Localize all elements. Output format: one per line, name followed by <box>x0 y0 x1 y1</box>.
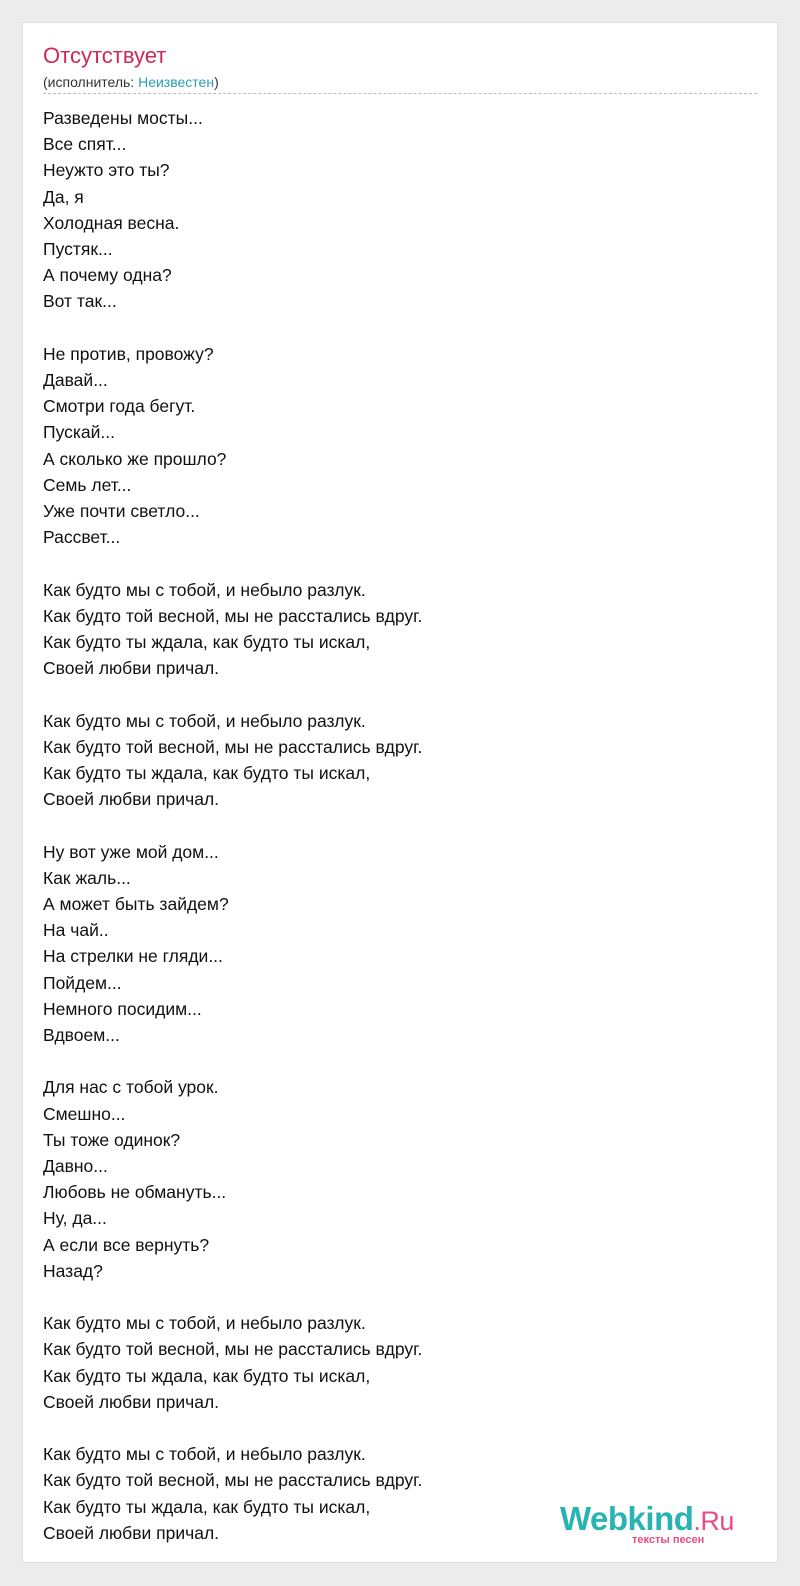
lyrics-line: Как жаль... <box>43 867 131 888</box>
lyrics-line: Вот так... <box>43 291 117 312</box>
lyrics-line: Как будто ты ждала, как будто ты искал, <box>43 1365 371 1386</box>
lyrics-line: Немного посидим... <box>43 998 202 1019</box>
lyrics-line: Рассвет... <box>43 527 121 548</box>
logo-name: Webkind <box>560 1500 694 1537</box>
lyrics-line: Не против, провожу? <box>43 343 214 364</box>
lyrics-stanza <box>43 708 422 813</box>
artist-suffix: ) <box>214 74 219 90</box>
lyrics-line: Вдвоем... <box>43 1025 120 1046</box>
lyrics-line: Разведены мосты... <box>43 108 203 128</box>
lyrics-card <box>22 22 778 1563</box>
logo-tld: .Ru <box>693 1506 734 1536</box>
lyrics-stanza <box>43 1074 422 1284</box>
lyrics-line: Как будто той весной, мы не расстались вдруг. <box>43 1470 423 1491</box>
lyrics-line: Ты тоже одинок? <box>43 1129 181 1150</box>
lyrics-line: Своей любви причал. <box>43 789 220 810</box>
lyrics-line: Пускай... <box>43 422 116 443</box>
lyrics-line: Давай... <box>43 370 108 391</box>
lyrics-line: На чай.. <box>43 920 109 941</box>
lyrics-line: Семь лет... <box>43 474 132 495</box>
lyrics-stanza <box>43 1310 422 1415</box>
lyrics-line: Как будто той весной, мы не расстались вдруг. <box>43 736 423 757</box>
lyrics-line: Смешно... <box>43 1103 126 1124</box>
lyrics-line: Уже почти светло... <box>43 501 200 522</box>
lyrics-line: Холодная весна. <box>43 212 180 233</box>
lyrics-line: А сколько же прошло? <box>43 448 227 469</box>
divider <box>43 93 757 94</box>
lyrics-stanza <box>43 105 422 315</box>
lyrics-line: Своей любви причал. <box>43 1391 220 1412</box>
artist-link[interactable]: Неизвестен <box>138 74 215 90</box>
lyrics-line: Неужто это ты? <box>43 160 170 181</box>
lyrics-line: Как будто той весной, мы не расстались вдруг. <box>43 605 423 626</box>
lyrics-line: Как будто ты ждала, как будто ты искал, <box>43 632 371 653</box>
lyrics-line: Все спят... <box>43 134 127 155</box>
lyrics-line: Как будто ты ждала, как будто ты искал, <box>43 763 371 784</box>
lyrics-line: Любовь не обмануть... <box>43 1182 227 1203</box>
lyrics-line: На стрелки не гляди... <box>43 946 223 967</box>
lyrics-line: А если все вернуть? <box>43 1234 210 1255</box>
lyrics-line: Как будто той весной, мы не расстались вдруг. <box>43 1339 423 1360</box>
lyrics-line: Пойдем... <box>43 972 122 993</box>
logo-tagline: тексты песен <box>632 1534 705 1546</box>
lyrics-text <box>43 105 422 1572</box>
lyrics-line: Давно... <box>43 1156 108 1177</box>
lyrics-line: Да, я <box>43 186 84 207</box>
lyrics-line: Как будто мы с тобой, и небыло разлук. <box>43 579 366 600</box>
lyrics-line: Своей любви причал. <box>43 658 220 679</box>
lyrics-stanza <box>43 1441 422 1546</box>
lyrics-line: Своей любви причал. <box>43 1522 220 1543</box>
lyrics-line: Для нас с тобой урок. <box>43 1077 219 1098</box>
lyrics-line: Смотри года бегут. <box>43 396 196 417</box>
lyrics-line: Назад? <box>43 1260 103 1281</box>
lyrics-line: А почему одна? <box>43 265 172 286</box>
artist-line <box>43 73 219 91</box>
lyrics-line: Как будто мы с тобой, и небыло разлук. <box>43 710 366 731</box>
artist-prefix: (исполнитель: <box>43 74 139 90</box>
lyrics-line: Как будто мы с тобой, и небыло разлук. <box>43 1313 366 1334</box>
webkind-logo <box>560 1501 760 1551</box>
lyrics-line: Ну, да... <box>43 1208 107 1229</box>
lyrics-stanza <box>43 839 422 1049</box>
lyrics-line: А может быть зайдем? <box>43 894 229 915</box>
lyrics-stanza <box>43 577 422 682</box>
lyrics-stanza <box>43 341 422 551</box>
song-title: Отсутствует <box>43 43 167 68</box>
lyrics-line: Ну вот уже мой дом... <box>43 841 219 862</box>
lyrics-line: Как будто ты ждала, как будто ты искал, <box>43 1496 371 1517</box>
lyrics-line: Как будто мы с тобой, и небыло разлук. <box>43 1444 366 1465</box>
lyrics-line: Пустяк... <box>43 239 113 260</box>
